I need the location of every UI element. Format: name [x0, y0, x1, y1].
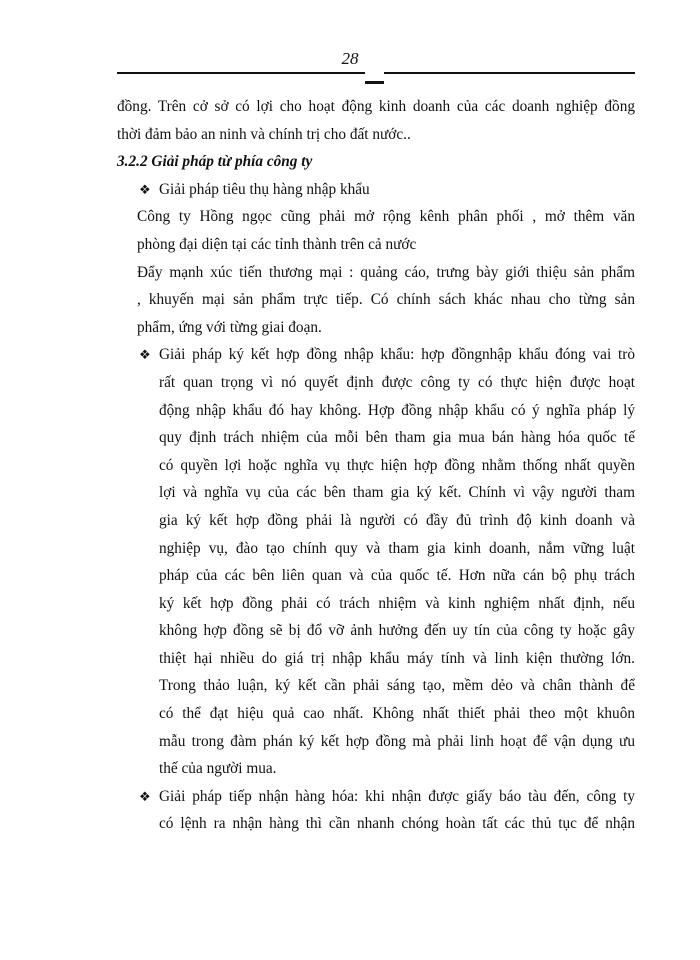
bullet-first-line: Giải pháp ký kết hợp đồng nhập khẩu: hợp đồngnhập khẩu đóng vai trò — [159, 346, 635, 364]
paragraph-line: , khuyến mại sản phẩm trực tiếp. Có chính sách khác nhau cho từng sản — [137, 291, 635, 309]
paragraph-line: thiệt hại nhiều do giá trị nhập khẩu máy tính và linh kiện thường lớn. — [159, 649, 635, 667]
diamond-bullet-icon: ❖ — [139, 347, 151, 363]
paragraph-line: có thể đạt hiệu quả cao nhất. Không nhất thiết phải theo một khuôn — [159, 705, 635, 723]
paragraph-line: không hợp đồng sẽ bị đổ vỡ ảnh hưởng đến uy tín của công ty hoặc gây — [159, 622, 635, 640]
paragraph-line: quy định trách nhiệm của mỗi bên tham gia mua bán hàng hóa quốc tế — [159, 429, 635, 447]
intro-line: đồng. Trên cở sở có lợi cho hoạt động kinh doanh của các doanh nghiệp đồng — [117, 98, 635, 115]
header-rule-underline — [365, 81, 384, 84]
bullet-title: Giải pháp tiêu thụ hàng nhập khẩu — [159, 180, 370, 198]
paragraph-line: phòng đại diện tại các tỉnh thành trên cả nước — [137, 235, 417, 253]
paragraph-line: động nhập khẩu đó hay không. Hợp đồng nhập khẩu có ý nghĩa pháp lý — [159, 401, 635, 419]
page-number: 28 — [341, 49, 359, 68]
paragraph-line: mẫu trong đàm phán ký kết hợp đồng mà phải linh hoạt để vận dụng ưu — [159, 732, 635, 750]
document-body — [117, 93, 635, 838]
paragraph-line: pháp của các bên liên quan và của quốc tế. Hơn nữa cán bộ phụ trách — [159, 567, 635, 585]
section-heading: 3.2.2 Giải pháp từ phía công ty — [117, 153, 313, 171]
paragraph-line: có lệnh ra nhận hàng thì cần nhanh chóng hoàn tất các thủ tục để nhận — [159, 815, 635, 833]
paragraph-line: rất quan trọng vì nó quyết định được công ty có thực hiện được hoạt — [159, 373, 635, 391]
paragraph-line: ký kết hợp đồng phải có trách nhiệm và kinh nghiệm nhất định, nếu — [159, 594, 635, 612]
bullet-item-consumption — [117, 176, 635, 342]
diamond-bullet-icon: ❖ — [139, 181, 151, 197]
header-rule-right — [384, 72, 635, 74]
paragraph-line: lợi và nghĩa vụ của các bên tham gia ký kết. Chính vì vậy người tham — [159, 484, 635, 502]
paragraph-line: Công ty Hồng ngọc cũng phải mở rộng kênh phân phối , mở thêm văn — [137, 208, 635, 226]
paragraph-line: nghiệp vụ, đào tạo chính quy và tham gia kinh doanh, nắm vững luật — [159, 539, 635, 557]
diamond-bullet-icon: ❖ — [139, 788, 151, 804]
paragraph-line: phẩm, ứng với từng giai đoạn. — [137, 318, 322, 336]
paragraph-line: thế của người mua. — [159, 760, 277, 778]
paragraph-line: Đẩy mạnh xúc tiến thương mại : quảng cáo, trưng bày giới thiệu sản phẩm — [137, 263, 635, 281]
bullet-item-receiving — [117, 783, 635, 838]
header-rule-left — [117, 72, 365, 74]
paragraph-line: có quyền lợi hoặc nghĩa vụ thực hiện hợp đồng nhằm thống nhất quyền — [159, 456, 635, 474]
paragraph-line: gia ký kết hợp đồng phải là người có đầy đủ trình độ kinh doanh và — [159, 511, 635, 529]
intro-line: thời đảm bảo an ninh và chính trị cho đất nước.. — [117, 125, 411, 143]
paragraph-line: Trong thảo luận, ký kết cần phải sáng tạo, mềm dẻo và chân thành để — [159, 677, 635, 695]
bullet-item-contract — [117, 341, 635, 783]
bullet-first-line: Giải pháp tiếp nhận hàng hóa: khi nhận được giấy báo tàu đến, công ty — [159, 787, 635, 805]
